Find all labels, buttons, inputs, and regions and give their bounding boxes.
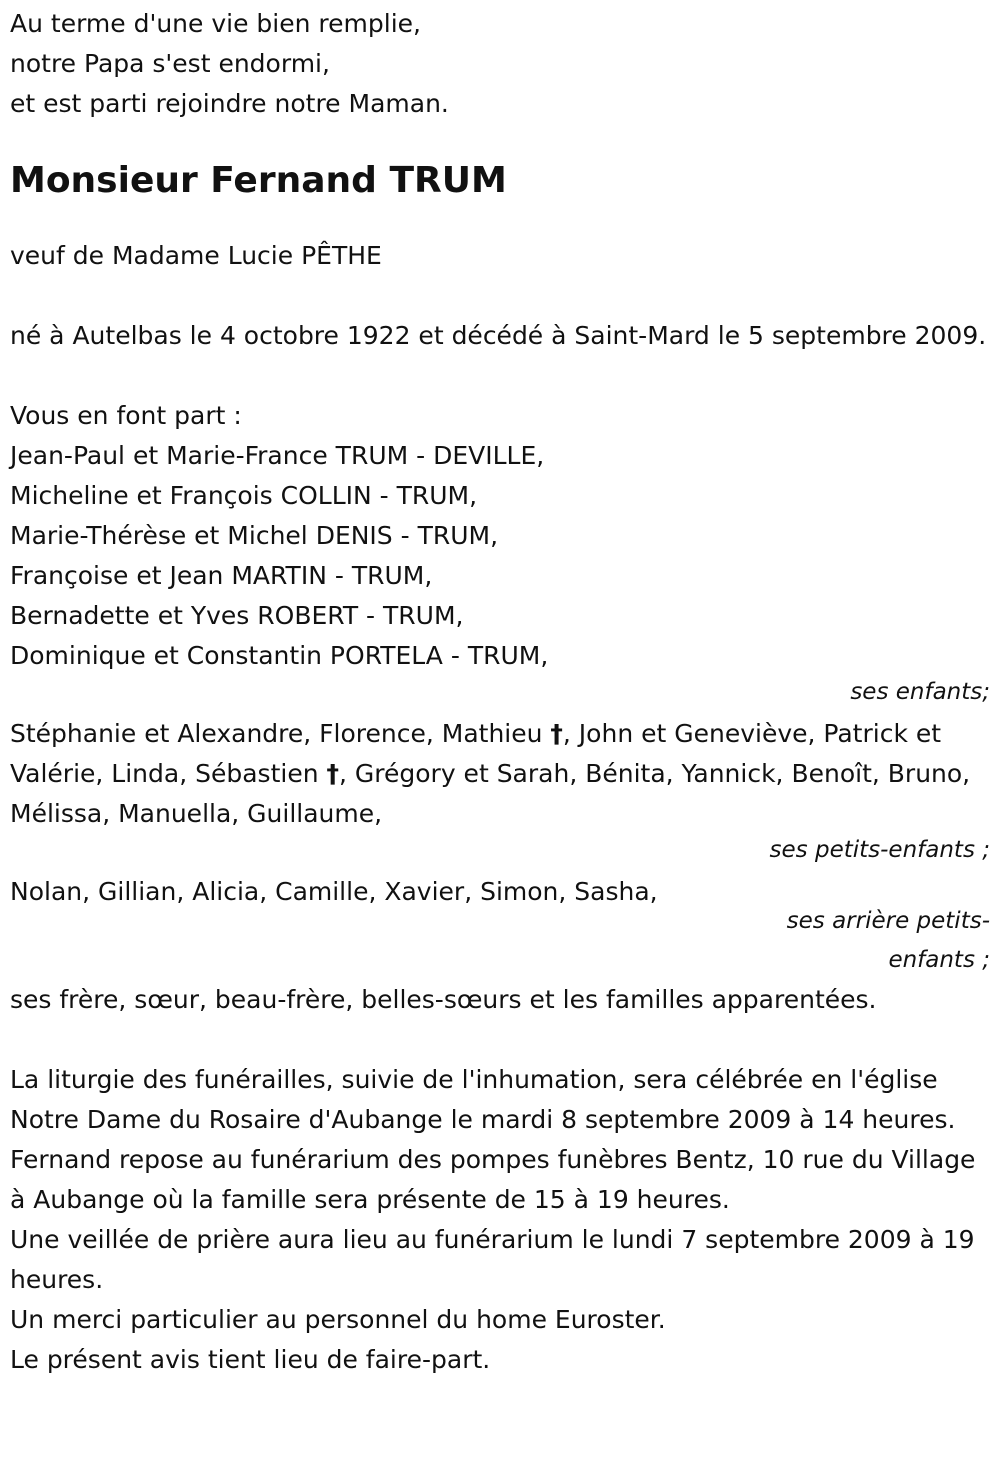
intro-line: Au terme d'une vie bien remplie, [10, 9, 421, 38]
child-entry: Bernadette et Yves ROBERT - TRUM, [10, 601, 464, 630]
grandchildren-text: Stéphanie et Alexandre, Florence, Mathieu [10, 719, 551, 748]
great-grandchildren-list: Nolan, Gillian, Alicia, Camille, Xavier, Simon, Sasha, [10, 877, 658, 906]
vigil-info: Une veillée de prière aura lieu au funérarium le lundi 7 septembre 2009 à 19 heures. [10, 1225, 975, 1294]
great-grandchildren-label: ses arrière petits-enfants ; [786, 908, 990, 973]
child-entry: Marie-Thérèse et Michel DENIS - TRUM, [10, 521, 499, 550]
child-entry: Françoise et Jean MARTIN - TRUM, [10, 561, 433, 590]
funerarium-info: Fernand repose au funérarium des pompes funèbres Bentz, 10 rue du Village à Aubange où la famille sera présente de 15 à 19 heures. [10, 1145, 976, 1214]
grandchildren-text: , John et Geneviève, Patrick et Valérie, Linda, Sébastien [10, 719, 942, 788]
intro-line: et est parti rejoindre notre Maman. [10, 89, 449, 118]
thanks-line: Un merci particulier au personnel du home Euroster. [10, 1305, 666, 1334]
birth-death-line: né à Autelbas le 4 octobre 1922 et décédé à Saint-Mard le 5 septembre 2009. [10, 321, 987, 350]
funeral-info: La liturgie des funérailles, suivie de l'inhumation, sera célébrée en l'église Notre Dame du Rosaire d'Aubange le mardi 8 septembre 2009 à 14 heures. [10, 1065, 956, 1134]
child-entry: Micheline et François COLLIN - TRUM, [10, 481, 478, 510]
deceased-name: Monsieur Fernand TRUM [10, 160, 507, 201]
intro-line: notre Papa s'est endormi, [10, 49, 330, 78]
children-list [10, 436, 990, 676]
children-label: ses enfants; [850, 679, 990, 705]
child-entry: Jean-Paul et Marie-France TRUM - DEVILLE, [10, 441, 545, 470]
announce-label: Vous en font part : [10, 401, 242, 430]
grandchildren-label: ses petits-enfants ; [769, 837, 990, 863]
cross-icon: † [326, 759, 339, 788]
siblings-line: ses frère, sœur, beau-frère, belles-sœurs et les familles apparentées. [10, 985, 877, 1014]
cross-icon: † [550, 719, 563, 748]
grandchildren-list [10, 714, 990, 834]
widower-line: veuf de Madame Lucie PÊTHE [10, 241, 382, 270]
grandchildren-text: , Grégory et Sarah, Bénita, Yannick, Benoît, Bruno, Mélissa, Manuella, Guillaume, [10, 759, 971, 828]
intro-verse [10, 4, 990, 124]
notice-line: Le présent avis tient lieu de faire-part. [10, 1345, 491, 1374]
child-entry: Dominique et Constantin PORTELA - TRUM, [10, 641, 549, 670]
